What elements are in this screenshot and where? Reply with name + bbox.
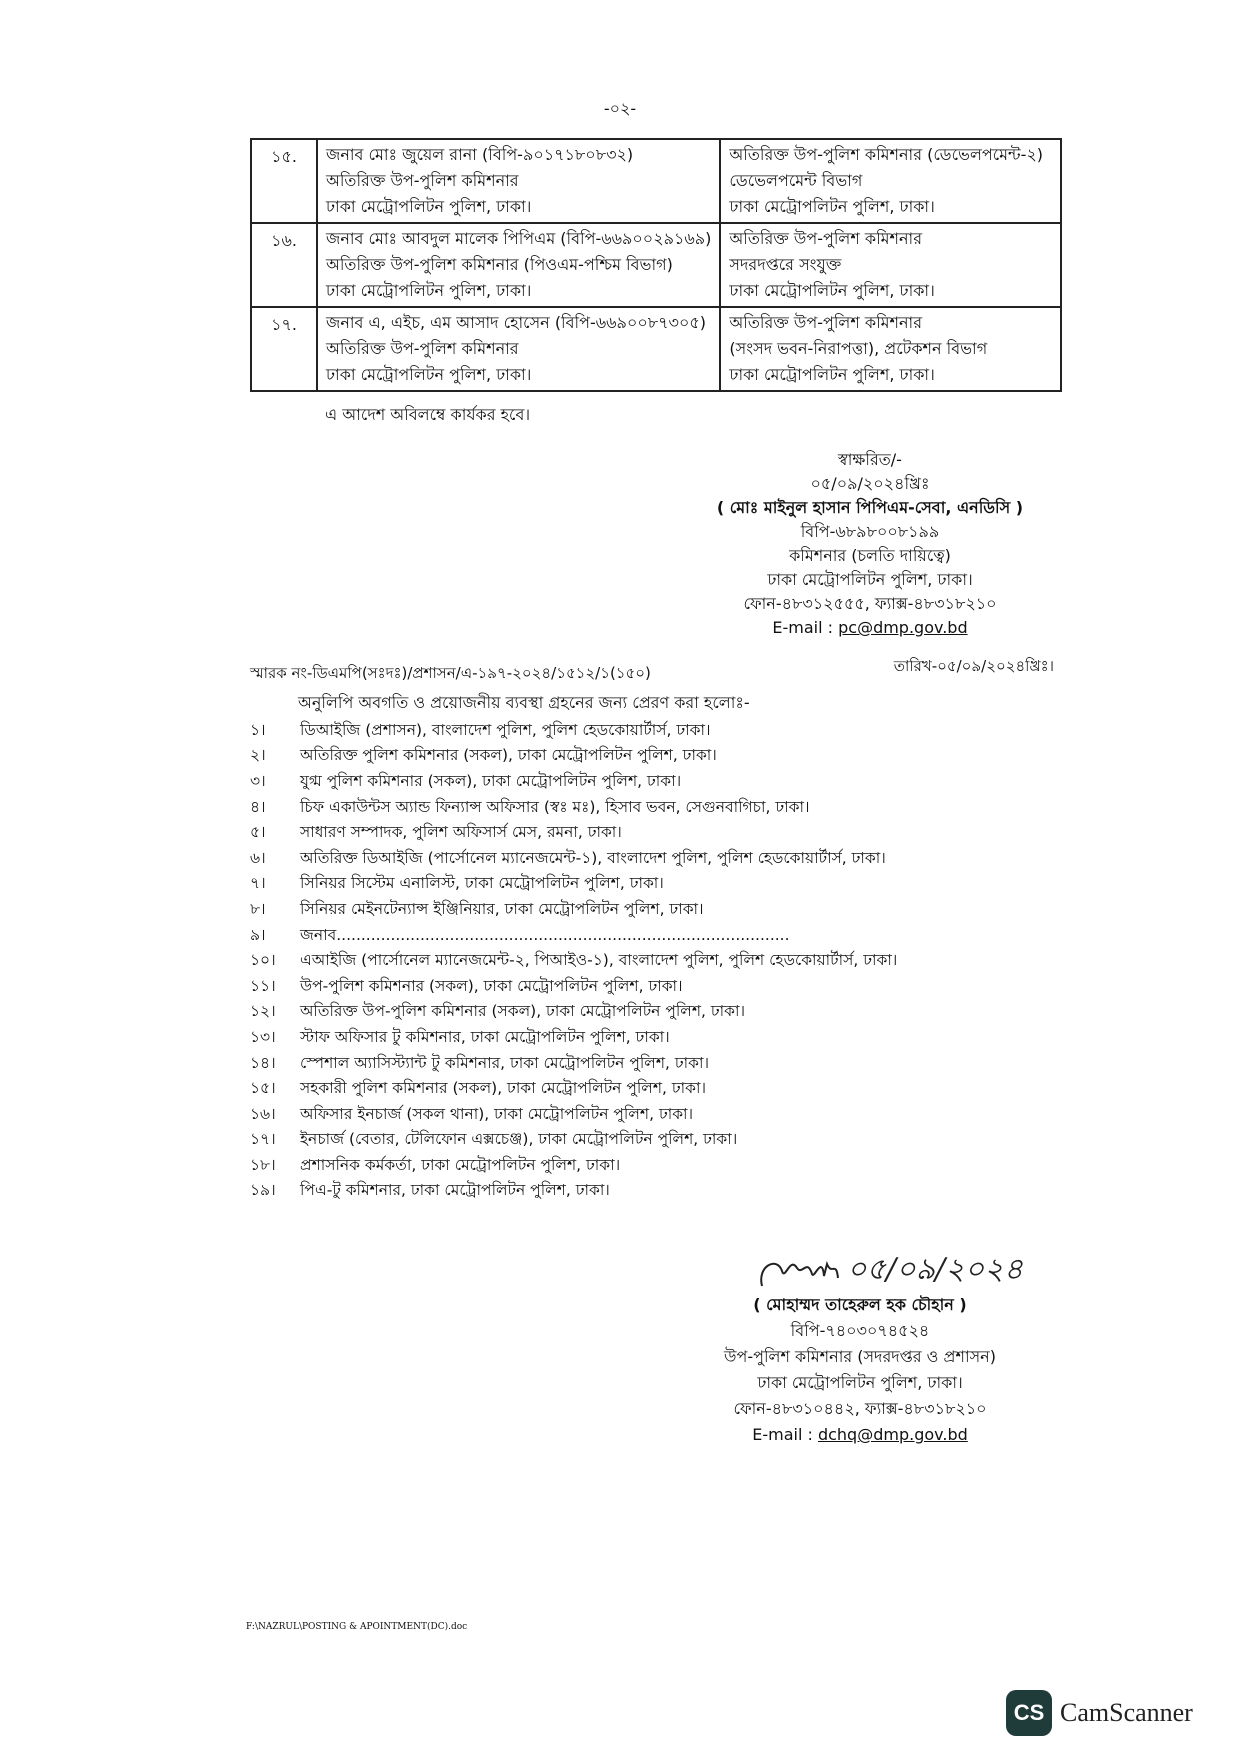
recipient-number: ১৫।	[250, 1079, 276, 1098]
order-serial: ১৬.	[251, 223, 317, 307]
signatory2-bp: বিপি-৭৪০৩০৭৪৫২৪	[790, 1321, 930, 1340]
order-from	[317, 139, 720, 223]
recipient-item	[250, 1000, 897, 1026]
order-to-line: অতিরিক্ত উপ-পুলিশ কমিশনার	[729, 229, 922, 248]
order-from-line: ঢাকা মেট্রোপলিটন পুলিশ, ঢাকা।	[326, 365, 532, 384]
recipient-number: ১৪।	[250, 1053, 276, 1072]
recipient-text: প্রশাসনিক কর্মকর্তা, ঢাকা মেট্রোপলিটন পুলিশ, ঢাকা।	[300, 1155, 621, 1174]
recipient-list	[250, 718, 897, 1204]
email-label: E-mail :	[772, 618, 839, 637]
recipient-text: সিনিয়র সিস্টেম এনালিস্ট, ঢাকা মেট্রোপলিটন পুলিশ, ঢাকা।	[300, 874, 664, 893]
signatory2-title: উপ-পুলিশ কমিশনার (সদরদপ্তর ও প্রশাসন)	[724, 1347, 996, 1366]
recipient-number: ২।	[250, 746, 266, 765]
recipient-item	[250, 974, 897, 1000]
recipient-number: ১১।	[250, 976, 276, 995]
recipient-item	[250, 744, 897, 770]
order-from-line: জনাব এ, এইচ, এম আসাদ হোসেন (বিপি-৬৬৯০০৮৭৩০৫)	[326, 313, 706, 332]
recipient-text: জনাব............................................................................................	[300, 925, 790, 944]
recipient-item	[250, 897, 897, 923]
page-number: -০২-	[603, 99, 637, 118]
order-from-line: অতিরিক্ত উপ-পুলিশ কমিশনার	[326, 339, 519, 358]
order-from-line: জনাব মোঃ জুয়েল রানা (বিপি-৯০১৭১৮০৮৩২)	[326, 145, 634, 164]
recipient-number: ১৯।	[250, 1181, 276, 1200]
order-from	[317, 307, 720, 391]
recipient-number: ৯।	[250, 925, 266, 944]
order-from-line: জনাব মোঃ আবদুল মালেক পিপিএম (বিপি-৬৬৯০০২৯১৬৯)	[326, 229, 712, 248]
recipient-text: এআইজি (পার্সোনেল ম্যানেজমেন্ট-২, পিআইও-১), বাংলাদেশ পুলিশ, পুলিশ হেডকোয়ার্টার্স, ঢাকা।	[300, 951, 898, 970]
recipient-item	[250, 1076, 897, 1102]
recipient-text: স্পেশাল অ্যাসিস্ট্যান্ট টু কমিশনার, ঢাকা মেট্রোপলিটন পুলিশ, ঢাকা।	[300, 1053, 709, 1072]
recipient-item	[250, 1025, 897, 1051]
file-path-footer: F:\NAZRUL\POSTING & APOINTMENT(DC).doc	[246, 1622, 468, 1632]
recipient-item	[250, 718, 897, 744]
signatory-title: কমিশনার (চলতি দায়িত্বে)	[789, 546, 951, 565]
recipient-text: অতিরিক্ত ডিআইজি (পার্সোনেল ম্যানেজমেন্ট-১), বাংলাদেশ পুলিশ, পুলিশ হেডকোয়ার্টার্স, ঢাকা।	[300, 848, 886, 867]
order-to-line: ঢাকা মেট্রোপলিটন পুলিশ, ঢাকা।	[729, 365, 935, 384]
recipient-item	[250, 1102, 897, 1128]
order-to	[720, 307, 1061, 391]
recipient-text: ডিআইজি (প্রশাসন), বাংলাদেশ পুলিশ, পুলিশ হেডকোয়ার্টার্স, ঢাকা।	[300, 720, 711, 739]
recipient-item	[250, 948, 897, 974]
recipient-number: ৬।	[250, 848, 266, 867]
order-row	[251, 223, 1061, 307]
recipient-number: ৭।	[250, 874, 266, 893]
signatory-bp: বিপি-৬৮৯৮০০৮১৯৯	[800, 522, 940, 541]
signatory-email-line	[680, 616, 1060, 640]
effect-note: এ আদেশ অবিলম্বে কার্যকর হবে।	[325, 405, 531, 424]
camscanner-text: CamScanner	[1060, 1698, 1193, 1727]
email-label: E-mail :	[752, 1425, 818, 1444]
recipient-item	[250, 1128, 897, 1154]
recipient-text: অতিরিক্ত পুলিশ কমিশনার (সকল), ঢাকা মেট্রোপলিটন পুলিশ, ঢাকা।	[300, 746, 717, 765]
order-to-line: ডেভেলপমেন্ট বিভাগ	[729, 171, 863, 190]
order-to-line: ঢাকা মেট্রোপলিটন পুলিশ, ঢাকা।	[729, 281, 935, 300]
recipient-item	[250, 1153, 897, 1179]
recipient-item	[250, 1051, 897, 1077]
order-row	[251, 139, 1061, 223]
commissioner-signature-block	[680, 448, 1060, 640]
signatory2-org: ঢাকা মেট্রোপলিটন পুলিশ, ঢাকা।	[757, 1373, 963, 1392]
recipient-number: ১৭।	[250, 1130, 276, 1149]
recipient-item	[250, 923, 897, 949]
recipient-item	[250, 820, 897, 846]
recipient-text: চিফ একাউন্টস অ্যান্ড ফিন্যান্স অফিসার (স্বঃ মঃ), হিসাব ভবন, সেগুনবাগিচা, ঢাকা।	[300, 797, 810, 816]
order-from-line: ঢাকা মেট্রোপলিটন পুলিশ, ঢাকা।	[326, 197, 532, 216]
recipient-number: ৮।	[250, 899, 266, 918]
order-to	[720, 139, 1061, 223]
recipient-number: ১২।	[250, 1002, 276, 1021]
recipient-item	[250, 846, 897, 872]
recipient-text: অতিরিক্ত উপ-পুলিশ কমিশনার (সকল), ঢাকা মেট্রোপলিটন পুলিশ, ঢাকা।	[300, 1002, 746, 1021]
recipient-number: ১০।	[250, 951, 276, 970]
recipient-number: ১৩।	[250, 1027, 276, 1046]
signatory2-phone: ফোন-৪৮৩১০৪৪২, ফ্যাক্স-৪৮৩১৮২১০	[733, 1399, 987, 1418]
posting-orders-table	[250, 138, 1062, 392]
recipient-item	[250, 795, 897, 821]
camscanner-logo-icon: CS	[1006, 1690, 1052, 1736]
recipient-item	[250, 1179, 897, 1205]
order-to-line: সদরদপ্তরে সংযুক্ত	[729, 255, 842, 274]
recipient-text: পিএ-টু কমিশনার, ঢাকা মেট্রোপলিটন পুলিশ, ঢাকা।	[300, 1181, 610, 1200]
recipient-item	[250, 872, 897, 898]
signed-mark: স্বাক্ষরিত/-	[838, 450, 902, 469]
recipient-text: সাধারণ সম্পাদক, পুলিশ অফিসার্স মেস, রমনা, ঢাকা।	[300, 823, 622, 842]
recipient-text: অফিসার ইনচার্জ (সকল থানা), ঢাকা মেট্রোপলিটন পুলিশ, ঢাকা।	[300, 1104, 694, 1123]
order-to-line: ঢাকা মেট্রোপলিটন পুলিশ, ঢাকা।	[729, 197, 935, 216]
order-to-line: অতিরিক্ত উপ-পুলিশ কমিশনার	[729, 313, 922, 332]
memo-number: স্মারক নং-ডিএমপি(সঃদঃ)/প্রশাসন/এ-১৯৭-২০২৪/১৫১২/১(১৫০)	[250, 664, 651, 682]
deputy-commissioner-signature-block	[660, 1292, 1060, 1448]
recipient-number: ১।	[250, 720, 266, 739]
signatory2-name: ( মোহাম্মদ তাহেরুল হক চৌহান )	[753, 1295, 967, 1314]
email-link[interactable]: dchq@dmp.gov.bd	[817, 1425, 968, 1444]
order-from-line: অতিরিক্ত উপ-পুলিশ কমিশনার (পিওএম-পশ্চিম বিভাগ)	[326, 255, 673, 274]
signatory-phone: ফোন-৪৮৩১২৫৫৫, ফ্যাক্স-৪৮৩১৮২১০	[743, 594, 997, 613]
distribution-intro: অনুলিপি অবগতি ও প্রয়োজনীয় ব্যবস্থা গ্রহনের জন্য প্রেরণ করা হলোঃ-	[298, 693, 750, 712]
email-link[interactable]: pc@dmp.gov.bd	[838, 618, 968, 637]
order-serial: ১৭.	[251, 307, 317, 391]
recipient-number: ৩।	[250, 771, 266, 790]
order-from	[317, 223, 720, 307]
handwritten-date: ০৫/০৯/২০২৪	[847, 1252, 1024, 1287]
recipient-text: সহকারী পুলিশ কমিশনার (সকল), ঢাকা মেট্রোপলিটন পুলিশ, ঢাকা।	[300, 1079, 707, 1098]
recipient-text: সিনিয়র মেইনটেন্যান্স ইঞ্জিনিয়ার, ঢাকা মেট্রোপলিটন পুলিশ, ঢাকা।	[300, 899, 704, 918]
recipient-text: যুগ্ম পুলিশ কমিশনার (সকল), ঢাকা মেট্রোপলিটন পুলিশ, ঢাকা।	[300, 771, 682, 790]
order-to-line: অতিরিক্ত উপ-পুলিশ কমিশনার (ডেভেলপমেন্ট-২)	[729, 145, 1044, 164]
memo-date: তারিখ-০৫/০৯/২০২৪খ্রিঃ।	[893, 657, 1054, 675]
recipient-text: ইনচার্জ (বেতার, টেলিফোন এক্সচেঞ্জ), ঢাকা মেট্রোপলিটন পুলিশ, ঢাকা।	[300, 1130, 738, 1149]
signatory-name: ( মোঃ মাইনুল হাসান পিপিএম-সেবা, এনডিসি )	[716, 498, 1024, 517]
order-serial: ১৫.	[251, 139, 317, 223]
order-from-line: অতিরিক্ত উপ-পুলিশ কমিশনার	[326, 171, 519, 190]
order-from-line: ঢাকা মেট্রোপলিটন পুলিশ, ঢাকা।	[326, 281, 532, 300]
recipient-number: ১৬।	[250, 1104, 276, 1123]
handwritten-signature	[752, 1246, 1052, 1296]
recipient-number: ৫।	[250, 823, 266, 842]
order-to-line: (সংসদ ভবন-নিরাপত্তা), প্রটেকশন বিভাগ	[729, 339, 988, 358]
recipient-text: উপ-পুলিশ কমিশনার (সকল), ঢাকা মেট্রোপলিটন পুলিশ, ঢাকা।	[300, 976, 683, 995]
signatory-org: ঢাকা মেট্রোপলিটন পুলিশ, ঢাকা।	[767, 570, 973, 589]
recipient-text: স্টাফ অফিসার টু কমিশনার, ঢাকা মেট্রোপলিটন পুলিশ, ঢাকা।	[300, 1027, 670, 1046]
order-row	[251, 307, 1061, 391]
recipient-item	[250, 769, 897, 795]
recipient-number: ৪।	[250, 797, 266, 816]
recipient-number: ১৮।	[250, 1155, 276, 1174]
signature-date: ০৫/০৯/২০২৪খ্রিঃ	[810, 474, 930, 493]
camscanner-watermark	[1006, 1690, 1193, 1736]
signatory2-email-line	[660, 1422, 1060, 1448]
order-to	[720, 223, 1061, 307]
